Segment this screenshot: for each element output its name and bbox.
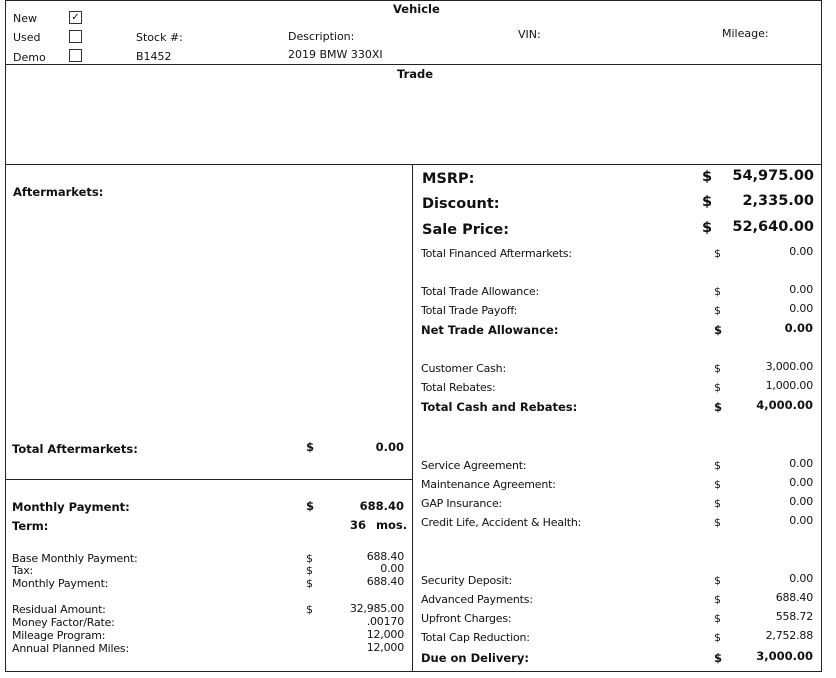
pricing-row-label: Customer Cash: xyxy=(421,362,506,375)
stock-number-value: B1452 xyxy=(136,50,172,63)
pricing-row-label: Net Trade Allowance: xyxy=(421,323,559,337)
term-value: 36 xyxy=(349,518,366,532)
pricing-row-currency: $ xyxy=(714,381,721,394)
stock-number-label: Stock #: xyxy=(136,31,183,44)
term-label: Term: xyxy=(12,519,49,533)
pricing-row-currency: $ xyxy=(714,574,721,587)
payment-breakdown-currency: $ xyxy=(306,564,313,577)
pricing-row-label: Total Cap Reduction: xyxy=(421,631,530,644)
pricing-row-value: 688.40 xyxy=(775,591,813,604)
residual-label: Money Factor/Rate: xyxy=(12,616,115,629)
trade-bottom-divider xyxy=(5,164,822,165)
pricing-row-label: Advanced Payments: xyxy=(421,593,533,606)
pricing-row-value: 0.00 xyxy=(789,245,813,258)
description-value: 2019 BMW 330XI xyxy=(288,48,383,61)
condition-demo-checkbox[interactable] xyxy=(69,49,82,62)
monthly-payment-currency: $ xyxy=(306,499,315,513)
frame-left-border xyxy=(5,0,6,672)
pricing-row-currency: $ xyxy=(714,400,723,414)
pricing-row-label: Total Cash and Rebates: xyxy=(421,400,578,414)
pricing-row-label: Total Trade Allowance: xyxy=(421,285,539,298)
aftermarkets-bottom-divider xyxy=(5,479,413,480)
payment-breakdown-value: 688.40 xyxy=(366,550,404,563)
frame-bottom-border xyxy=(5,671,822,672)
condition-new-label: New xyxy=(13,12,37,25)
aftermarkets-label: Aftermarkets: xyxy=(13,185,104,199)
pricing-row-value: 4,000.00 xyxy=(756,398,813,412)
pricing-row-label: Total Trade Payoff: xyxy=(421,304,518,317)
pricing-row-label: Security Deposit: xyxy=(421,574,513,587)
payment-breakdown-currency: $ xyxy=(306,577,313,590)
payment-breakdown-value: 0.00 xyxy=(380,562,404,575)
term-unit: mos. xyxy=(376,518,408,532)
pricing-row-value: 3,000.00 xyxy=(765,360,813,373)
payment-breakdown-label: Tax: xyxy=(12,564,34,577)
msrp-currency: $ xyxy=(702,169,713,185)
pricing-row-currency: $ xyxy=(714,459,721,472)
pricing-row-label: Maintenance Agreement: xyxy=(421,478,556,491)
payment-breakdown-value: 688.40 xyxy=(366,575,404,588)
residual-label: Residual Amount: xyxy=(12,603,106,616)
column-divider xyxy=(412,164,413,672)
residual-value: 12,000 xyxy=(366,641,404,654)
pricing-row-currency: $ xyxy=(714,497,721,510)
vin-label: VIN: xyxy=(518,28,541,41)
pricing-row-currency: $ xyxy=(714,323,723,337)
payment-breakdown-label: Monthly Payment: xyxy=(12,577,109,590)
sale-price-value: 52,640.00 xyxy=(732,219,814,235)
discount-value: 2,335.00 xyxy=(742,193,814,209)
pricing-row-label: Total Financed Aftermarkets: xyxy=(421,247,572,260)
pricing-row-value: 0.00 xyxy=(789,495,813,508)
pricing-row-value: 0.00 xyxy=(789,457,813,470)
pricing-row-value: 558.72 xyxy=(775,610,813,623)
residual-label: Annual Planned Miles: xyxy=(12,642,129,655)
pricing-row-label: Due on Delivery: xyxy=(421,651,529,665)
pricing-row-value: 0.00 xyxy=(789,572,813,585)
vehicle-section-title: Vehicle xyxy=(393,2,440,16)
condition-used-label: Used xyxy=(13,31,41,44)
residual-value: 32,985.00 xyxy=(349,602,404,615)
pricing-row-value: 2,752.88 xyxy=(765,629,813,642)
residual-value: 12,000 xyxy=(366,628,404,641)
pricing-row-currency: $ xyxy=(714,593,721,606)
pricing-row-currency: $ xyxy=(714,285,721,298)
pricing-row-value: 0.00 xyxy=(784,321,813,335)
discount-currency: $ xyxy=(702,194,713,210)
pricing-row-currency: $ xyxy=(714,516,721,529)
pricing-row-currency: $ xyxy=(714,612,721,625)
payment-breakdown-label: Base Monthly Payment: xyxy=(12,552,138,565)
pricing-row-label: GAP Insurance: xyxy=(421,497,503,510)
discount-label: Discount: xyxy=(422,196,500,212)
pricing-row-currency: $ xyxy=(714,247,721,260)
monthly-payment-value: 688.40 xyxy=(359,499,404,513)
condition-new-checkbox[interactable]: ✓ xyxy=(69,11,82,24)
residual-currency: $ xyxy=(306,603,313,616)
pricing-row-currency: $ xyxy=(714,651,723,665)
pricing-row-value: 0.00 xyxy=(789,514,813,527)
residual-label: Mileage Program: xyxy=(12,629,106,642)
sale-price-currency: $ xyxy=(702,220,713,236)
pricing-row-label: Service Agreement: xyxy=(421,459,527,472)
total-aftermarkets-label: Total Aftermarkets: xyxy=(12,442,138,456)
payment-breakdown-currency: $ xyxy=(306,552,313,565)
pricing-row-currency: $ xyxy=(714,478,721,491)
mileage-label: Mileage: xyxy=(722,27,769,40)
residual-value: .00170 xyxy=(366,615,404,628)
trade-section-title: Trade xyxy=(397,67,434,81)
description-label: Description: xyxy=(288,30,355,43)
pricing-row-value: 0.00 xyxy=(789,476,813,489)
condition-used-checkbox[interactable] xyxy=(69,30,82,43)
msrp-value: 54,975.00 xyxy=(732,168,814,184)
pricing-row-value: 1,000.00 xyxy=(765,379,813,392)
pricing-row-label: Total Rebates: xyxy=(421,381,496,394)
frame-right-border xyxy=(821,0,822,672)
total-aftermarkets-value: 0.00 xyxy=(375,440,404,454)
sale-price-label: Sale Price: xyxy=(422,222,510,238)
pricing-row-label: Credit Life, Accident & Health: xyxy=(421,516,582,529)
pricing-row-value: 0.00 xyxy=(789,302,813,315)
monthly-payment-label: Monthly Payment: xyxy=(12,500,130,514)
pricing-row-value: 0.00 xyxy=(789,283,813,296)
pricing-row-currency: $ xyxy=(714,304,721,317)
pricing-row-label: Upfront Charges: xyxy=(421,612,512,625)
total-aftermarkets-currency: $ xyxy=(306,440,315,454)
msrp-label: MSRP: xyxy=(422,171,475,187)
condition-demo-label: Demo xyxy=(13,51,46,64)
vehicle-trade-divider xyxy=(5,64,822,65)
pricing-row-currency: $ xyxy=(714,631,721,644)
pricing-row-value: 3,000.00 xyxy=(756,649,813,663)
pricing-row-currency: $ xyxy=(714,362,721,375)
frame-top-border xyxy=(5,0,822,1)
